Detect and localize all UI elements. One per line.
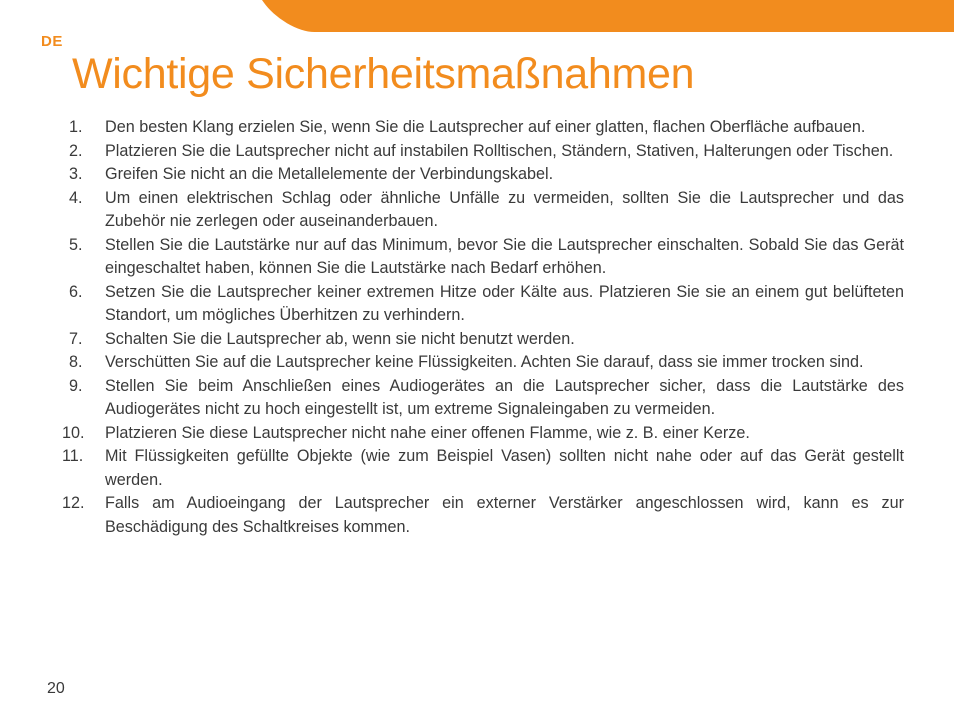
item-text: Verschütten Sie auf die Lautsprecher keine Flüssigkeiten. Achten Sie darauf, dass sie immer trocken sind. [105, 353, 864, 371]
item-text: Den besten Klang erzielen Sie, wenn Sie die Lautsprecher auf einer glatten, flachen Oberfläche aufbauen. [105, 118, 866, 136]
language-tag: DE [41, 33, 63, 50]
item-text: Platzieren Sie die Lautsprecher nicht auf instabilen Rolltischen, Ständern, Stativen, Halterungen oder Tischen. [105, 141, 894, 160]
item-text: Mit Flüssigkeiten gefüllte Objekte (wie zum Beispiel Vasen) sollten nicht nahe oder auf das Gerät gestellt werden. [105, 447, 904, 489]
item-number: 4. [69, 188, 83, 207]
item-number: 7. [69, 329, 83, 348]
list-item [62, 234, 904, 281]
top-accent-shape [248, 0, 954, 32]
item-text: Setzen Sie die Lautsprecher keiner extremen Hitze oder Kälte aus. Platzieren Sie sie an einem gut belüfteten Standort, um mögliches Überhitzen zu verhindern. [105, 282, 904, 324]
list-item [62, 187, 904, 234]
safety-instructions-list [62, 116, 904, 539]
list-item [62, 351, 904, 375]
list-item [62, 445, 904, 492]
list-item [62, 281, 904, 328]
item-text: Platzieren Sie diese Lautsprecher nicht nahe einer offenen Flamme, wie z. B. einer Kerze. [105, 423, 750, 442]
item-text: Um einen elektrischen Schlag oder ähnliche Unfälle zu vermeiden, sollten Sie die Lautsprecher und das Zubehör nie zerlegen oder auseinanderbauen. [105, 188, 904, 230]
item-text: Falls am Audioeingang der Lautsprecher ein externer Verstärker angeschlossen wird, kann es zur Beschädigung des Schaltkreises kommen. [105, 494, 904, 536]
item-text: Schalten Sie die Lautsprecher ab, wenn sie nicht benutzt werden. [105, 329, 575, 348]
list-item [62, 422, 904, 446]
item-number: 10. [62, 423, 85, 442]
item-text: Stellen Sie beim Anschließen eines Audiogerätes an die Lautsprecher sicher, dass die Lautstärke des Audiogerätes nicht zu hoch eingestellt ist, um extreme Signaleingaben zu vermeiden. [105, 376, 904, 418]
item-number: 11. [62, 447, 84, 465]
list-item [62, 163, 904, 187]
item-number: 5. [69, 235, 83, 254]
item-number: 9. [69, 376, 83, 395]
item-number: 1. [69, 118, 83, 136]
item-number: 8. [69, 353, 83, 371]
list-item [62, 140, 904, 164]
page-title: Wichtige Sicherheitsmaßnahmen [72, 50, 695, 98]
item-number: 2. [69, 141, 83, 160]
page-number: 20 [47, 680, 65, 697]
item-number: 12. [62, 494, 85, 512]
item-number: 3. [69, 165, 83, 183]
item-text: Stellen Sie die Lautstärke nur auf das Minimum, bevor Sie die Lautsprecher einschalten. Sobald Sie das Gerät eingeschaltet haben, können Sie die Lautstärke nach Bedarf erhöhen. [105, 235, 904, 277]
list-item [62, 116, 904, 140]
top-accent-bar [248, 0, 954, 32]
list-item [62, 375, 904, 422]
list-item [62, 492, 904, 539]
item-text: Greifen Sie nicht an die Metallelemente der Verbindungskabel. [105, 165, 554, 183]
item-number: 6. [69, 282, 83, 301]
list-item [62, 328, 904, 352]
